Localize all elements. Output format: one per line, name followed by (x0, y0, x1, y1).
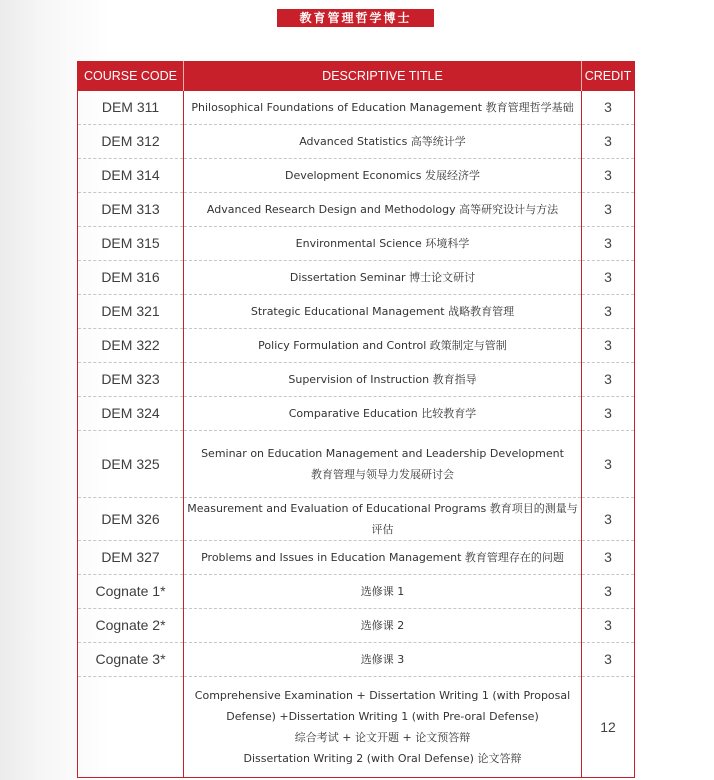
course-title-line: Comparative Education 比较教育学 (288, 406, 477, 420)
credit-cell: 3 (582, 260, 635, 294)
table-row (78, 574, 635, 608)
course-title-line: Strategic Educational Management 战略教育管理 (250, 304, 515, 318)
course-code-cell (78, 676, 184, 777)
course-title-line: Dissertation Seminar 博士论文研讨 (289, 270, 476, 284)
course-title-line: 综合考试 + 论文开题 + 论文预答辩 (294, 730, 471, 744)
course-code-cell: DEM 312 (78, 124, 184, 158)
course-title-line: 选修课 3 (360, 652, 405, 666)
course-title-line: Comprehensive Examination + Dissertation Writing 1 (with Proposal (194, 688, 571, 702)
table-row (78, 294, 635, 328)
credit-cell: 3 (582, 540, 635, 574)
credit-cell: 12 (600, 718, 616, 735)
course-code-cell: DEM 316 (78, 260, 184, 294)
table-row (78, 396, 635, 430)
credit-cell: 3 (582, 192, 635, 226)
course-title-cell (184, 124, 582, 158)
course-code-cell: DEM 322 (78, 328, 184, 362)
table-row (78, 260, 635, 294)
course-title-line: Policy Formulation and Control 政策制定与管制 (258, 338, 507, 352)
course-title-cell (184, 260, 582, 294)
program-title-banner: 教育管理哲学博士 (277, 9, 434, 27)
column-header-descriptive-title: DESCRIPTIVE TITLE (184, 61, 582, 91)
course-title-cell (184, 362, 582, 396)
column-header-course-code: COURSE CODE (78, 61, 184, 91)
table-row (78, 328, 635, 362)
table-row (78, 226, 635, 260)
course-code-cell: Cognate 1* (78, 574, 184, 608)
course-code-cell: DEM 313 (78, 192, 184, 226)
table-row (78, 362, 635, 396)
credit-cell: 3 (582, 608, 635, 642)
course-code-cell: DEM 325 (78, 430, 184, 497)
course-title-line: Measurement and Evaluation of Educational Programs 教育项目的测量与评估 (187, 501, 578, 536)
table-row (78, 540, 635, 574)
course-title-line: Dissertation Writing 2 (with Oral Defense) 论文答辩 (243, 751, 522, 765)
table-row (78, 158, 635, 192)
course-code-cell: DEM 315 (78, 226, 184, 260)
column-header-credit: CREDIT (582, 61, 635, 91)
credit-cell: 3 (582, 574, 635, 608)
course-code-cell: DEM 323 (78, 362, 184, 396)
table-row (78, 124, 635, 158)
credit-cell: 3 (582, 642, 635, 676)
table-header-row (78, 61, 635, 91)
course-title-cell (184, 91, 582, 124)
course-title-line: Environmental Science 环境科学 (295, 236, 470, 250)
credit-cell: 3 (582, 362, 635, 396)
course-code-cell: DEM 324 (78, 396, 184, 430)
course-title-cell (184, 642, 582, 676)
course-title-line: Advanced Statistics 高等统计学 (299, 134, 466, 148)
course-title-line: Development Economics 发展经济学 (284, 168, 481, 182)
course-code-cell: Cognate 3* (78, 642, 184, 676)
course-code-cell: DEM 327 (78, 540, 184, 574)
course-table-body (78, 91, 635, 777)
table-row (78, 676, 635, 777)
credit-cell: 3 (582, 124, 635, 158)
credit-cell: 3 (582, 497, 635, 540)
course-title-line: Defense) +Dissertation Writing 1 (with Pre-oral Defense) (226, 709, 539, 723)
course-title-cell (184, 192, 582, 226)
course-title-cell (184, 430, 582, 497)
credit-cell: 3 (582, 158, 635, 192)
course-title-line: 选修课 2 (360, 618, 405, 632)
course-title-line: 选修课 1 (360, 584, 405, 598)
table-row (78, 497, 635, 540)
table-row (78, 608, 635, 642)
course-title-cell (184, 328, 582, 362)
table-row (78, 642, 635, 676)
course-code-cell: DEM 326 (78, 497, 184, 540)
course-table (77, 61, 635, 778)
course-title-line: Seminar on Education Management and Leadership Development (201, 446, 564, 460)
credit-cell: 3 (582, 396, 635, 430)
course-title-cell (184, 158, 582, 192)
course-title-cell (184, 540, 582, 574)
credit-cell: 3 (582, 328, 635, 362)
course-code-cell: Cognate 2* (78, 608, 184, 642)
course-title-line: Problems and Issues in Education Management 教育管理存在的问题 (201, 550, 564, 564)
credit-cell: 3 (582, 91, 635, 124)
course-title-line: Supervision of Instruction 教育指导 (288, 372, 477, 386)
course-title-cell (184, 396, 582, 430)
table-row (78, 192, 635, 226)
credit-cell: 3 (582, 430, 635, 497)
course-code-cell: DEM 314 (78, 158, 184, 192)
course-title-line: 教育管理与领导力发展研讨会 (311, 467, 454, 481)
course-title-cell (184, 676, 582, 777)
course-title-cell (184, 294, 582, 328)
course-code-cell: DEM 311 (78, 91, 184, 124)
credit-cell: 3 (582, 226, 635, 260)
course-title-line: Philosophical Foundations of Education Management 教育管理哲学基础 (191, 100, 574, 114)
table-row (78, 430, 635, 497)
course-title-cell (184, 574, 582, 608)
course-title-cell (184, 226, 582, 260)
course-title-cell (184, 608, 582, 642)
course-title-cell (184, 497, 582, 540)
table-row (78, 91, 635, 124)
course-title-line: Advanced Research Design and Methodology 高等研究设计与方法 (206, 202, 559, 216)
course-code-cell: DEM 321 (78, 294, 184, 328)
credit-cell: 3 (582, 294, 635, 328)
